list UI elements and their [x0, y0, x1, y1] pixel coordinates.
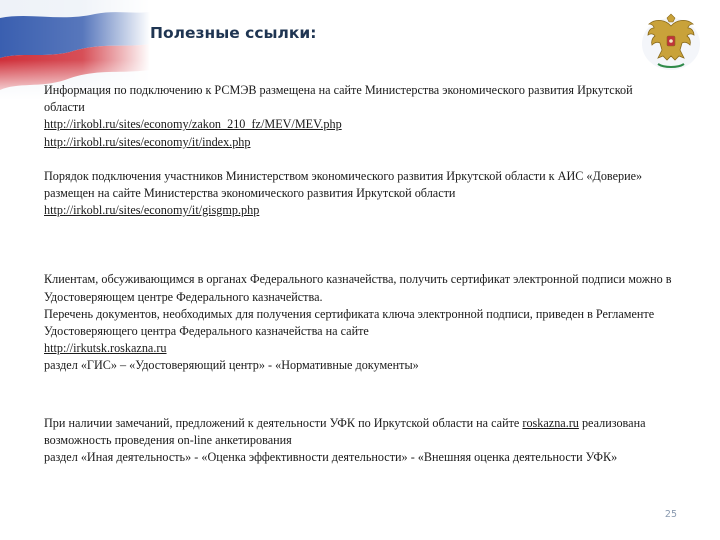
feedback-section	[44, 415, 674, 467]
ais-doverie-section	[44, 168, 674, 220]
feedback-text-before: При наличии замечаний, предложений к деятельности УФК по Иркутской области на сайте	[44, 415, 520, 430]
content-area	[44, 82, 674, 466]
rsmev-info-section	[44, 82, 674, 151]
rsmev-info-text: Информация по подключению к РСМЭВ размещена на сайте Министерства экономического развития Иркутской области	[44, 83, 633, 115]
certificate-section-path: раздел «ГИС» – «Удостоверяющий центр» - «Нормативные документы»	[44, 358, 419, 373]
double-headed-eagle-icon	[640, 10, 702, 72]
gisgmp-link[interactable]: http://irkobl.ru/sites/economy/it/gisgmp.php	[44, 203, 260, 218]
roskazna-irkutsk-link[interactable]: http://irkutsk.roskazna.ru	[44, 341, 167, 356]
rsmev-link-2[interactable]: http://irkobl.ru/sites/economy/it/index.php	[44, 134, 251, 149]
feedback-text-after: реализована возможность проведения on-line анкетирования	[44, 415, 646, 447]
roskazna-link[interactable]: roskazna.ru	[522, 415, 579, 430]
documents-list-text: Перечень документов, необходимых для получения сертификата ключа электронной подписи, приведен в Регламенте Удостоверяющего центра Федерального казначейства на сайте	[44, 306, 655, 339]
rsmev-link-1[interactable]: http://irkobl.ru/sites/economy/zakon_210_fz/MEV/MEV.php	[44, 117, 342, 132]
certificate-text: Клиентам, обсуживающимся в органах Федерального казначейства, получить сертификат электронной подписи можно в Удостоверяющем центре Федерального казначейства.	[44, 272, 672, 304]
page-title: Полезные ссылки:	[150, 24, 317, 42]
page-number: 25	[664, 509, 677, 520]
certificate-section	[44, 271, 674, 374]
ais-doverie-text: Порядок подключения участников Министерством экономического развития Иркутской области к АИС «Доверие» размещен на сайте Министерства экономического развития Иркутской области	[44, 168, 643, 201]
feedback-section-path: раздел «Иная деятельность» - «Оценка эффективности деятельности» - «Внешняя оценка деятельности УФК»	[44, 450, 618, 465]
feedback-text	[44, 415, 674, 449]
